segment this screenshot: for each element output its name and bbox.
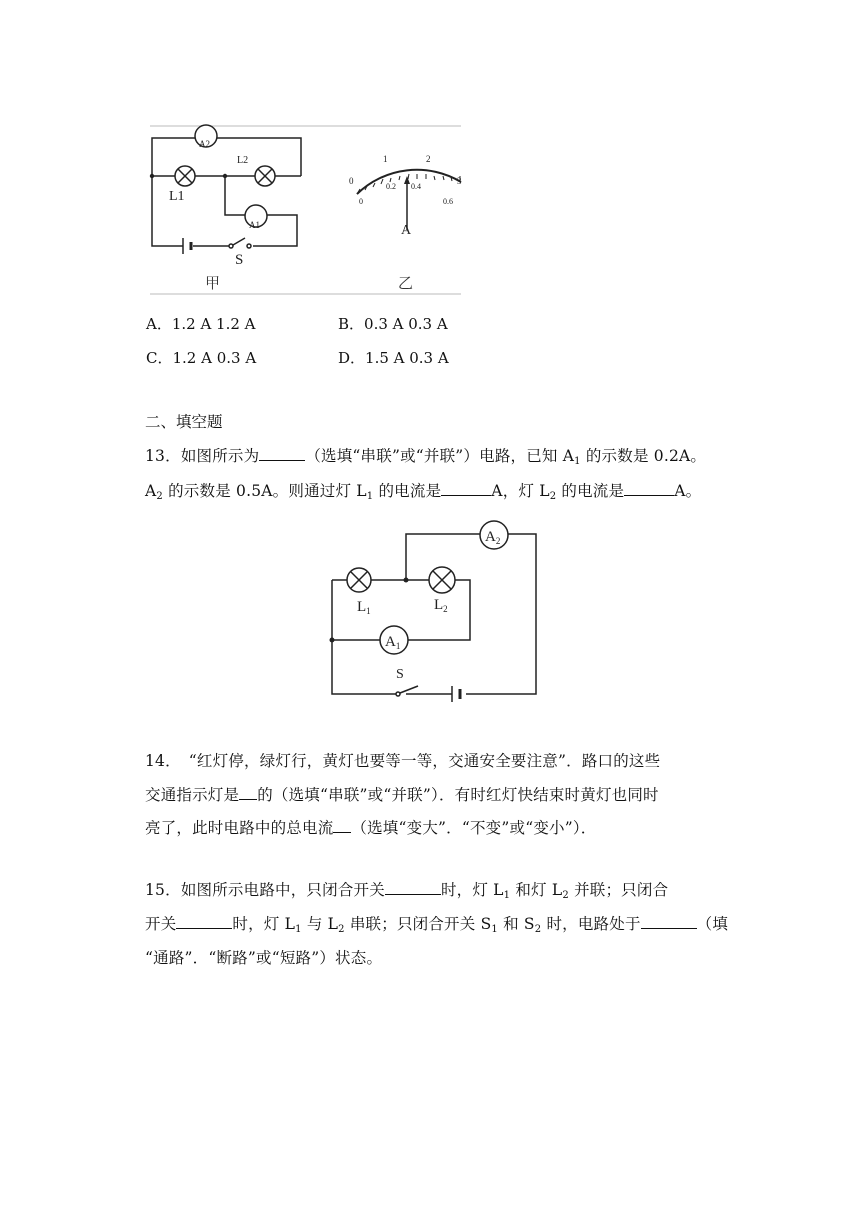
- q15-blank-2[interactable]: [176, 912, 232, 929]
- label-a2: $A_2$: [485, 529, 501, 546]
- lamp-l2-symbol: [429, 567, 455, 593]
- q14-blank-2[interactable]: [333, 816, 351, 833]
- meter-bottom-tick-3: 0.6: [443, 197, 453, 206]
- meter-top-tick-2: 2: [426, 154, 431, 164]
- q14-text: 交通指示灯是: [145, 786, 240, 804]
- q13-blank-2[interactable]: [441, 479, 491, 496]
- meter-top-tick-1: 1: [383, 154, 388, 164]
- q15-text: （填: [696, 915, 729, 933]
- lamp-l2-symbol: [255, 166, 275, 186]
- q13-text: 的示数是 0.2A。: [580, 447, 707, 465]
- label-yi: 乙: [398, 276, 414, 292]
- q14-line-3: [145, 816, 597, 838]
- q13-text: 的示数是 0.5A。则通过灯 L: [162, 482, 367, 500]
- q15-line-1: [145, 878, 668, 900]
- q13-line-2: [145, 479, 701, 501]
- meter-top-tick-0: 0: [349, 176, 354, 186]
- meter-bottom-tick-2: 0.4: [411, 182, 421, 191]
- q13-blank-1[interactable]: [259, 444, 305, 461]
- battery-symbol: [183, 238, 191, 254]
- q15-text: 时，灯 L: [440, 881, 504, 899]
- lamp-l1-symbol: [347, 568, 371, 592]
- q15-sub: 1: [491, 924, 498, 935]
- q13-text: A: [145, 482, 157, 500]
- q13-text: A。: [674, 482, 702, 500]
- q13-text: A，灯 L: [491, 482, 550, 500]
- q15-sub: 1: [295, 924, 302, 935]
- q14-line-1: 14． “红灯停，绿灯行，黄灯也要等一等，交通安全要注意”．路口的这些: [145, 752, 661, 770]
- q14-blank-1[interactable]: [239, 783, 257, 800]
- option-a: A．1.2 A 1.2 A: [146, 315, 256, 333]
- switch-s-symbol: [229, 238, 251, 248]
- meter-bottom-tick-1: 0.2: [386, 182, 396, 191]
- circuit-figure-jia-yi: [145, 118, 465, 300]
- label-l1: $L_1$: [357, 599, 371, 616]
- section-title: 二、填空题: [145, 413, 223, 431]
- q13-sub: 1: [366, 491, 374, 502]
- q13-text: 13．如图所示为: [145, 447, 260, 465]
- q14-text: 亮了，此时电路中的总电流: [145, 819, 334, 837]
- option-b: B．0.3 A 0.3 A: [338, 315, 448, 333]
- option-d: D．1.5 A 0.3 A: [338, 349, 449, 367]
- meter-bottom-tick-0: 0: [359, 197, 363, 206]
- q15-text: 和灯 L: [510, 881, 563, 899]
- q15-text: 15．如图所示电路中，只闭合开关: [145, 881, 385, 899]
- label-a1: A1: [249, 220, 260, 230]
- q15-text: 开关: [145, 915, 177, 933]
- q15-text: 和 S: [497, 915, 535, 933]
- option-c: C．1.2 A 0.3 A: [146, 349, 257, 367]
- q15-blank-3[interactable]: [641, 912, 697, 929]
- q14-line-2: [145, 783, 659, 805]
- label-a2: A2: [199, 139, 210, 149]
- label-l1: L1: [169, 189, 185, 204]
- q15-sub: 2: [562, 890, 569, 901]
- battery-symbol: [452, 686, 460, 702]
- q13-line-1: [145, 444, 706, 466]
- q15-sub: 2: [338, 924, 345, 935]
- label-l2: L2: [237, 155, 249, 166]
- q14-text: （选填“变大”．“不变”或“变小”）．: [351, 819, 597, 837]
- q15-line-3: “通路”．“断路”或“短路”）状态。: [145, 949, 383, 967]
- label-s: S: [235, 252, 244, 268]
- q14-text: 的（选填“串联”或“并联”）．有时红灯快结束时黄灯也同时: [257, 786, 659, 804]
- q15-sub: 1: [503, 890, 511, 901]
- label-s: S: [396, 667, 404, 682]
- q15-sub: 2: [534, 924, 542, 935]
- q15-text: 与 L: [301, 915, 339, 933]
- q13-text: 的电流是: [373, 482, 442, 500]
- label-jia: 甲: [205, 276, 221, 292]
- lamp-l1-symbol: [175, 166, 195, 186]
- q13-text: 的电流是: [556, 482, 625, 500]
- q15-text: 时，灯 L: [232, 915, 296, 933]
- q15-line-2: [145, 912, 728, 934]
- q15-text: 串联；只闭合开关 S: [344, 915, 492, 933]
- q13-blank-3[interactable]: [624, 479, 674, 496]
- q13-sub: 2: [156, 491, 163, 502]
- label-l2: $L_2$: [434, 597, 448, 614]
- circuit-figure-q13: [320, 518, 550, 703]
- label-a1: $A_1$: [385, 634, 401, 651]
- q15-text: 并联；只闭合: [568, 881, 669, 899]
- q13-sub: 1: [574, 456, 581, 467]
- q13-text: （选填“串联”或“并联”）电路，已知 A: [305, 447, 575, 465]
- meter-unit: A: [401, 223, 412, 238]
- q15-blank-1[interactable]: [385, 878, 441, 895]
- meter-top-tick-3: 3: [457, 176, 462, 186]
- q15-text: 时，电路处于: [541, 915, 641, 933]
- q13-sub: 2: [549, 491, 557, 502]
